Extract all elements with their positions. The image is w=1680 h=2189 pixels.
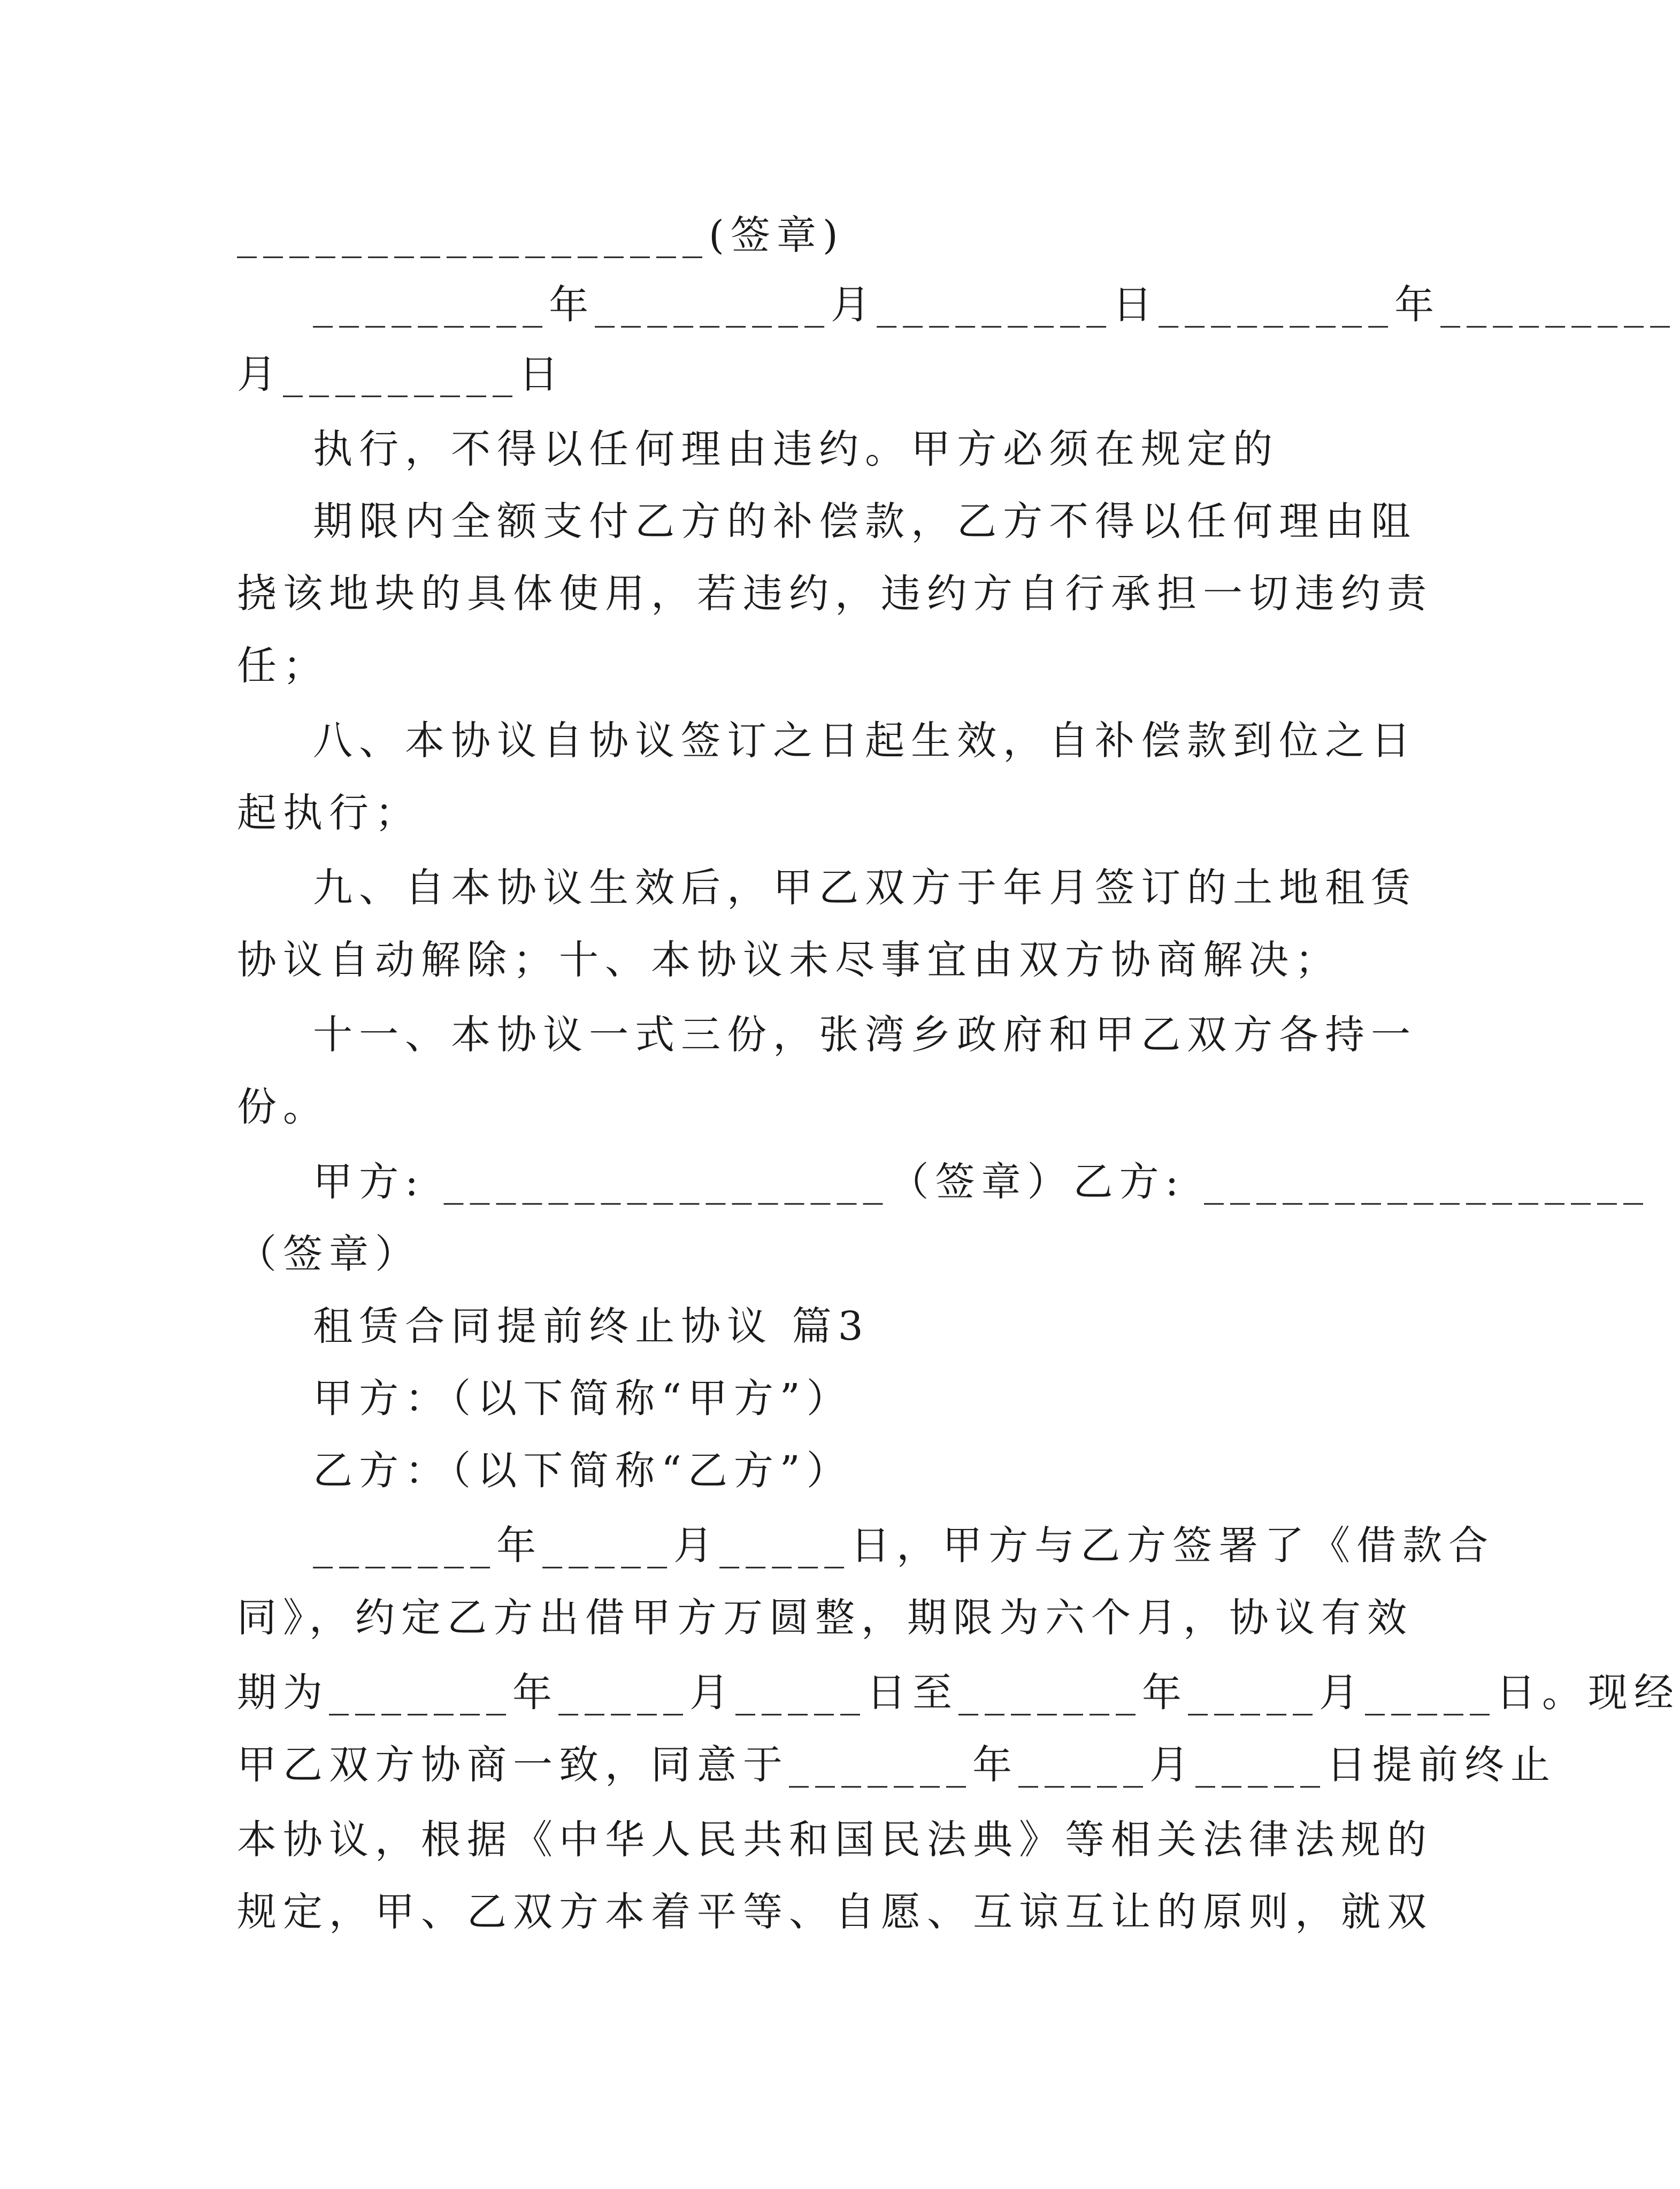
- clause-line: 协议自动解除；十、本协议未尽事宜由双方协商解决；: [237, 937, 1341, 983]
- paragraph-line: 期限内全额支付乙方的补偿款，乙方不得以任何理由阻: [237, 498, 1417, 544]
- section-heading: 租赁合同提前终止协议 篇3: [237, 1303, 870, 1349]
- clause-line: 十一、本协议一式三份，张湾乡政府和甲乙双方各持一: [237, 1012, 1417, 1058]
- date-line: _________年_________月_________日_________年_________: [237, 282, 1677, 328]
- clause-line: 八、本协议自协议签订之日起生效，自补偿款到位之日: [237, 718, 1417, 764]
- clause-line: 份。: [237, 1084, 329, 1130]
- signature-line: （签章）: [237, 1231, 421, 1277]
- signature-line: __________________(签章): [237, 212, 845, 258]
- date-line-continued: 月_________日: [237, 351, 565, 397]
- paragraph-line: 甲乙双方协商一致，同意于_______年_____月_____日提前终止: [237, 1742, 1556, 1788]
- party-a-line: 甲方：（以下简称“甲方”）: [237, 1376, 853, 1422]
- paragraph-line: 规定，甲、乙双方本着平等、自愿、互谅互让的原则，就双: [237, 1889, 1433, 1935]
- paragraph-line: 期为_______年_____月_____日至_______年_____月_____日。现经: [237, 1670, 1680, 1716]
- paragraph-line: 执行，不得以任何理由违约。甲方必须在规定的: [237, 426, 1279, 472]
- clause-line: 起执行；: [237, 790, 421, 836]
- paragraph-line: 同》，约定乙方出借甲方万圆整，期限为六个月，协议有效: [237, 1595, 1413, 1641]
- paragraph-line: 任；: [237, 643, 329, 689]
- party-b-line: 乙方：（以下简称“乙方”）: [237, 1448, 853, 1494]
- paragraph-line: _______年_____月_____日，甲方与乙方签署了《借款合: [237, 1523, 1495, 1569]
- paragraph-line: 本协议，根据《中华人民共和国民法典》等相关法律法规的: [237, 1817, 1433, 1863]
- signature-line: 甲方: _________________（签章）乙方: _________________: [237, 1159, 1650, 1205]
- clause-line: 九、自本协议生效后，甲乙双方于年月签订的土地租赁: [237, 865, 1417, 911]
- paragraph-line: 挠该地块的具体使用，若违约，违约方自行承担一切违约责: [237, 571, 1433, 617]
